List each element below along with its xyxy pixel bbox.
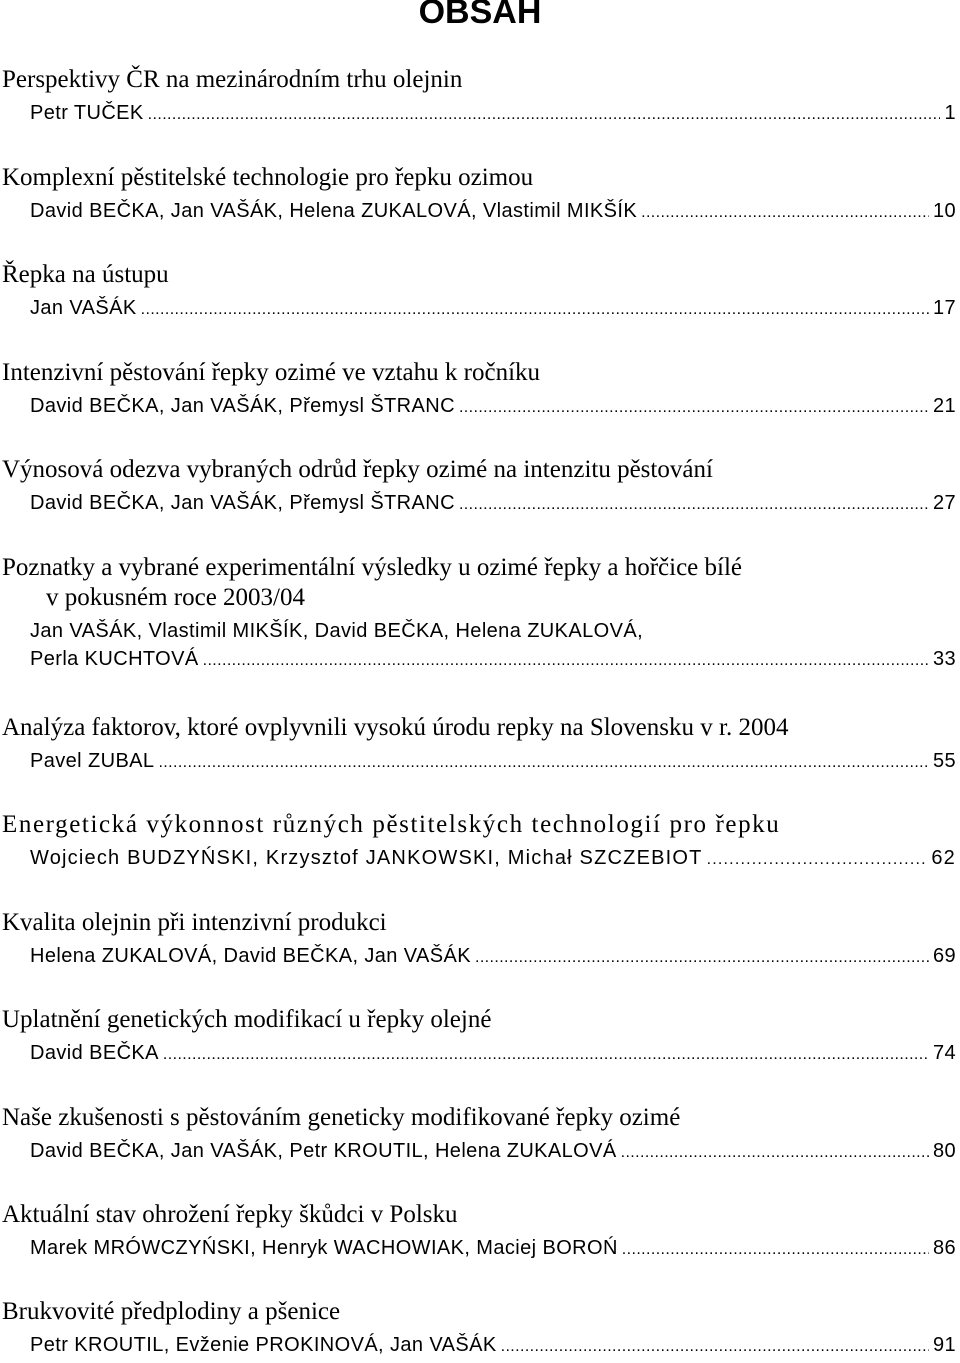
- entry-title: Výnosová odezva vybraných odrůd řepky ozimé na intenzitu pěstování: [2, 456, 713, 483]
- dot-leader: [622, 1236, 929, 1264]
- dot-leader: [459, 394, 929, 422]
- dot-leader: [641, 199, 929, 227]
- entry-page-number: 27: [932, 492, 956, 514]
- entry-title: Energetická výkonnost různých pěstitelských technologií pro řepku: [2, 811, 781, 838]
- dot-leader: [501, 1333, 929, 1361]
- entry-authors-line: [0, 1137, 960, 1167]
- entry-authors: Marek MRÓWCZYŃSKI, Henryk WACHOWIAK, Maciej BOROŃ: [30, 1237, 618, 1259]
- entry-page-number: 69: [932, 945, 956, 967]
- entry-title: Analýza faktorov, ktoré ovplyvnili vysokú úrodu repky na Slovensku v r. 2004: [2, 714, 789, 741]
- entry-page-number: 33: [932, 648, 956, 670]
- entry-authors: David BEČKA: [30, 1042, 159, 1064]
- entry-title: Naše zkušenosti s pěstováním geneticky modifikované řepky ozimé: [2, 1104, 681, 1131]
- dot-leader: [148, 101, 941, 129]
- entry-authors: Jan VAŠÁK: [30, 297, 137, 319]
- page-heading: OBSAH: [418, 0, 542, 31]
- dot-leader: [621, 1139, 929, 1167]
- entry-authors-line: [0, 1234, 960, 1264]
- entry-authors: Jan VAŠÁK, Vlastimil MIKŠÍK, David BEČKA, Helena ZUKALOVÁ,: [30, 620, 644, 642]
- entry-page-number: 1: [944, 102, 956, 124]
- entry-authors: Pavel ZUBAL: [30, 750, 155, 772]
- entry-authors-line: [0, 1331, 960, 1361]
- dot-leader: [707, 846, 928, 874]
- entry-title: Řepka na ústupu: [2, 261, 169, 288]
- entry-page-number: 91: [932, 1334, 956, 1356]
- entry-title: Poznatky a vybrané experimentální výsledky u ozimé řepky a hořčice bílé v pokusném roce 2003/04: [0, 553, 960, 613]
- toc-entry[interactable]: [0, 553, 960, 675]
- entry-title: Intenzivní pěstování řepky ozimé ve vztahu k ročníku: [2, 359, 541, 386]
- dot-leader: [203, 647, 929, 675]
- entry-title-continuation: v pokusném roce 2003/04: [46, 584, 305, 611]
- entry-authors-line: [0, 1039, 960, 1069]
- toc-entry[interactable]: [0, 455, 960, 519]
- dot-leader: [475, 944, 929, 972]
- toc-entry[interactable]: [0, 1297, 960, 1361]
- entry-title: Uplatnění genetických modifikací u řepky olejné: [2, 1006, 492, 1033]
- entry-page-number: 10: [932, 200, 956, 222]
- entry-authors-line: [0, 844, 960, 874]
- toc-entry[interactable]: [0, 163, 960, 227]
- entry-authors-line: [0, 197, 960, 227]
- entry-authors: Petr TUČEK: [30, 102, 144, 124]
- toc-entry[interactable]: [0, 358, 960, 422]
- entry-authors: David BEČKA, Jan VAŠÁK, Přemysl ŠTRANC: [30, 492, 455, 514]
- entry-authors: David BEČKA, Jan VAŠÁK, Helena ZUKALOVÁ, Vlastimil MIKŠÍK: [30, 200, 638, 222]
- entry-authors: David BEČKA, Jan VAŠÁK, Petr KROUTIL, Helena ZUKALOVÁ: [30, 1140, 617, 1162]
- toc-entry[interactable]: [0, 810, 960, 874]
- entry-authors-line: [0, 747, 960, 777]
- entry-page-number: 21: [932, 395, 956, 417]
- toc-entry[interactable]: [0, 1005, 960, 1069]
- toc-entry[interactable]: [0, 1103, 960, 1167]
- entry-title: Perspektivy ČR na mezinárodním trhu olejnin: [2, 66, 463, 93]
- entry-authors: David BEČKA, Jan VAŠÁK, Přemysl ŠTRANC: [30, 395, 455, 417]
- entry-page-number: 80: [932, 1140, 956, 1162]
- dot-leader: [158, 749, 929, 777]
- entry-title: Komplexní pěstitelské technologie pro řepku ozimou: [2, 164, 534, 191]
- entry-authors-line: [0, 99, 960, 129]
- dot-leader: [163, 1041, 929, 1069]
- toc-entry[interactable]: [0, 260, 960, 324]
- entry-page-number: 55: [932, 750, 956, 772]
- dot-leader: [141, 296, 929, 324]
- entry-authors: Helena ZUKALOVÁ, David BEČKA, Jan VAŠÁK: [30, 945, 471, 967]
- entry-authors: Wojciech BUDZYŃSKI, Krzysztof JANKOWSKI, Michał SZCZEBIOT: [30, 847, 703, 869]
- entry-authors-line: [0, 617, 960, 675]
- entry-authors: Petr KROUTIL, Evženie PROKINOVÁ, Jan VAŠÁK: [30, 1334, 497, 1356]
- toc-entry[interactable]: [0, 908, 960, 972]
- entry-page-number: 86: [932, 1237, 956, 1259]
- entry-authors-line: [0, 942, 960, 972]
- entry-page-number: 62: [931, 847, 956, 869]
- entry-page-number: 74: [932, 1042, 956, 1064]
- entry-authors: Perla KUCHTOVÁ: [30, 648, 199, 670]
- entry-authors-line: [0, 489, 960, 519]
- toc-entry[interactable]: [0, 65, 960, 129]
- entry-title: Brukvovité předplodiny a pšenice: [2, 1298, 341, 1325]
- toc-entry[interactable]: [0, 713, 960, 777]
- entry-title: Kvalita olejnin při intenzivní produkci: [2, 909, 387, 936]
- toc-entry[interactable]: [0, 1200, 960, 1264]
- entry-authors-line: [0, 294, 960, 324]
- entry-page-number: 17: [932, 297, 956, 319]
- entry-title: Aktuální stav ohrožení řepky škůdci v Polsku: [2, 1201, 458, 1228]
- entry-authors-line: [0, 392, 960, 422]
- dot-leader: [459, 491, 929, 519]
